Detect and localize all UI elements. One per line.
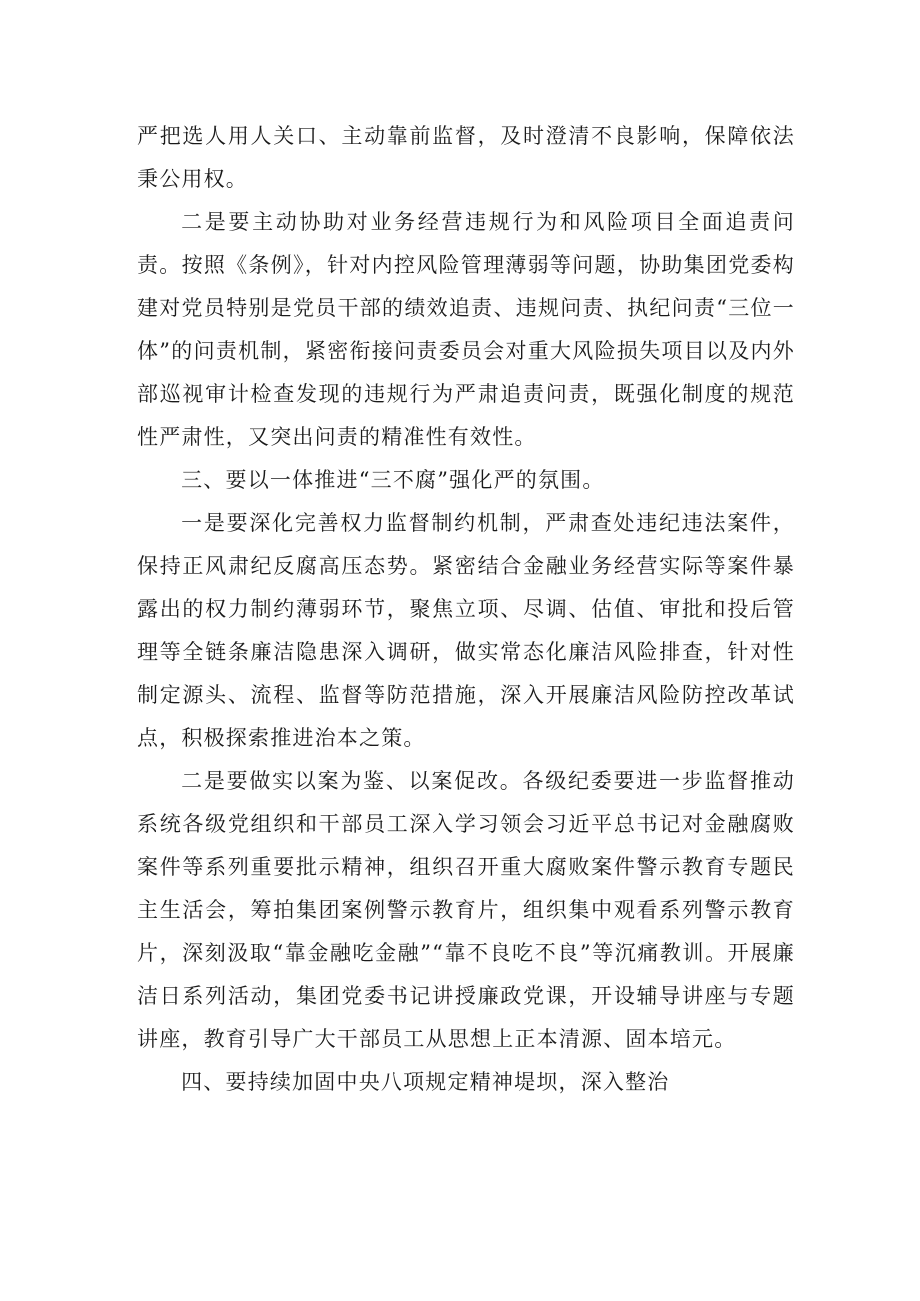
paragraph-accountability: 二是要主动协助对业务经营违规行为和风险项目全面追责问责。按照《条例》，针对内控风险管理薄弱等问题，协助集团党委构建对党员特别是党员干部的绩效追责、违规问责、执纪问责“三位一体”的问责机制，紧密衔接问责委员会对重大风险损失项目以及内外部巡视审计检查发现的违规行为严肃追责问责，既强化制度的规范性严肃性，又突出问责的精准性有效性。 [137,210,795,449]
paragraph-continuation: 严把选人用人关口、主动靠前监督，及时澄清不良影响，保障依法秉公用权。 [137,124,795,191]
document-body [137,115,795,1104]
section-heading-four: 四、要持续加固中央八项规定精神堤坝，深入整治 [181,1070,670,1094]
paragraph-power-supervision: 一是要深化完善权力监督制约机制，严肃查处违纪违法案件，保持正风肃纪反腐高压态势。紧密结合金融业务经营实际等案件暴露出的权力制约薄弱环节，聚焦立项、尽调、估值、审批和投后管理等全链条廉洁隐患深入调研，做实常态化廉洁风险排查，针对性制定源头、流程、监督等防范措施，深入开展廉洁风险防控改革试点，积极探索推进治本之策。 [137,511,795,750]
section-heading-three: 三、要以一体推进“三不腐”强化严的氛围。 [181,468,605,492]
paragraph-case-lessons: 二是要做实以案为鉴、以案促改。各级纪委要进一步监督推动系统各级党组织和干部员工深入学习领会习近平总书记对金融腐败案件等系列重要批示精神，组织召开重大腐败案件警示教育专题民主生活会，筹拍集团案例警示教育片，组织集中观看系列警示教育片，深刻汲取“靠金融吃金融”“靠不良吃不良”等沉痛教训。开展廉洁日系列活动，集团党委书记讲授廉政党课，开设辅导讲座与专题讲座，教育引导广大干部员工从思想上正本清源、固本培元。 [137,769,795,1051]
